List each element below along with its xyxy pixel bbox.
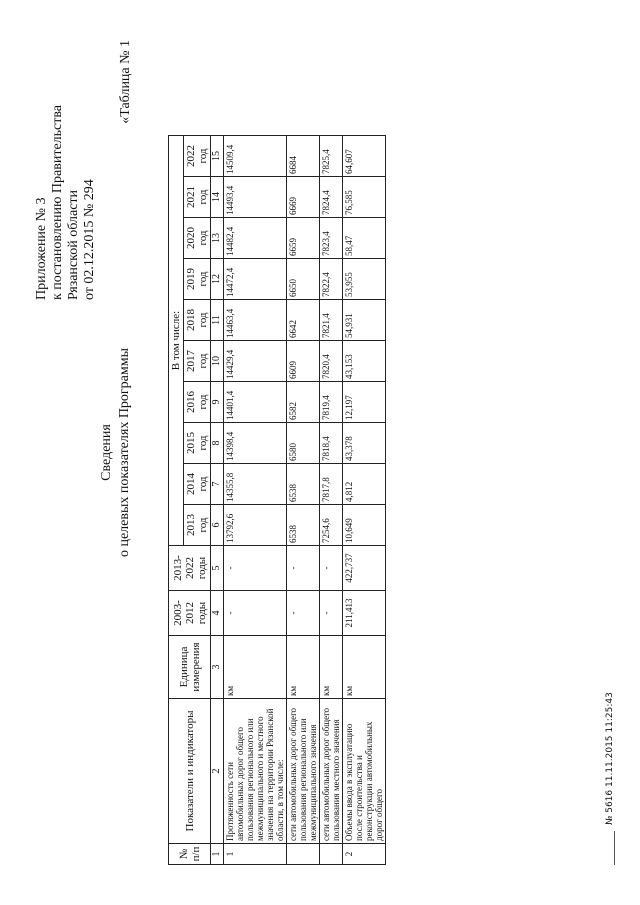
- index-cell: 15: [211, 136, 224, 177]
- row-p1: -: [287, 591, 320, 636]
- table-row: [343, 136, 386, 865]
- row-val: 6582: [287, 382, 320, 423]
- row-val: 14493,4: [224, 177, 287, 218]
- row-val: 43,378: [343, 423, 386, 464]
- row-val: 7821,4: [320, 300, 343, 341]
- row-val: 14509,4: [224, 136, 287, 177]
- index-cell: 14: [211, 177, 224, 218]
- col-num: № п/п: [169, 844, 211, 865]
- row-val: 54,931: [343, 300, 386, 341]
- row-name: Объемы ввода в эксплуатацию после строительства и реконструкции автомобильных дорог общего: [343, 699, 386, 844]
- index-cell: 1: [211, 844, 224, 865]
- header-line-1: Приложение № 3: [34, 197, 49, 300]
- row-val: 7820,4: [320, 341, 343, 382]
- col-year: 2015 год: [184, 423, 211, 464]
- row-p1: -: [224, 591, 287, 636]
- index-cell: 10: [211, 341, 224, 382]
- row-val: 58,47: [343, 218, 386, 259]
- col-year: 2021 год: [184, 177, 211, 218]
- row-val: 43,153: [343, 341, 386, 382]
- col-year: 2018 год: [184, 300, 211, 341]
- row-val: 7254,6: [320, 505, 343, 546]
- row-p2: -: [320, 546, 343, 591]
- row-p1: 211,413: [343, 591, 386, 636]
- row-val: 14398,4: [224, 423, 287, 464]
- row-unit: км: [343, 636, 386, 699]
- row-val: 7823,4: [320, 218, 343, 259]
- row-val: 14429,4: [224, 341, 287, 382]
- row-val: 14355,8: [224, 464, 287, 505]
- row-val: 14482,4: [224, 218, 287, 259]
- row-num: 1: [224, 844, 287, 865]
- index-cell: 7: [211, 464, 224, 505]
- header-line-4: от 02.12.2015 № 294: [82, 179, 97, 300]
- table-number: «Таблица № 1: [118, 40, 133, 124]
- row-p1: -: [320, 591, 343, 636]
- row-val: 7819,4: [320, 382, 343, 423]
- header-line-3: Рязанской области: [66, 189, 81, 300]
- row-num: 2: [343, 844, 386, 865]
- row-val: 6642: [287, 300, 320, 341]
- col-year: 2022 год: [184, 136, 211, 177]
- col-year: 2016 год: [184, 382, 211, 423]
- row-val: 76,585: [343, 177, 386, 218]
- index-cell: 13: [211, 218, 224, 259]
- col-period-2: 2013-2022 годы: [169, 546, 211, 591]
- col-year: 2013 год: [184, 505, 211, 546]
- registration-stamp: [600, 692, 615, 865]
- row-val: 6580: [287, 423, 320, 464]
- row-p2: -: [224, 546, 287, 591]
- row-val: 13792,6: [224, 505, 287, 546]
- col-unit: Единица измерения: [169, 636, 211, 699]
- index-row: [211, 136, 224, 865]
- row-unit: км: [320, 636, 343, 699]
- row-val: 6669: [287, 177, 320, 218]
- row-val: 6538: [287, 505, 320, 546]
- row-num: [287, 844, 320, 865]
- title-line-2: о целевых показателях Программы: [117, 347, 132, 558]
- row-val: 6659: [287, 218, 320, 259]
- index-cell: 6: [211, 505, 224, 546]
- index-cell: 12: [211, 259, 224, 300]
- index-cell: 5: [211, 546, 224, 591]
- col-name: Показатели и индикаторы: [169, 699, 211, 844]
- col-year: 2014 год: [184, 464, 211, 505]
- index-cell: 8: [211, 423, 224, 464]
- row-val: 14472,4: [224, 259, 287, 300]
- row-val: 10,649: [343, 505, 386, 546]
- indicators-table: [168, 135, 386, 865]
- document-title: [98, 0, 134, 905]
- row-val: 6684: [287, 136, 320, 177]
- index-cell: 2: [211, 699, 224, 844]
- row-name: Протяженность сети автомобильных дорог общего пользования регионального или межмуниципального и местного значения на территории Рязанской области, в том числе:: [224, 699, 287, 844]
- row-val: 7818,4: [320, 423, 343, 464]
- row-name: сети автомобильных дорог общего пользования местного значения: [320, 699, 343, 844]
- table-row: [287, 136, 320, 865]
- row-val: 4,812: [343, 464, 386, 505]
- col-including: В том числе:: [169, 136, 184, 546]
- row-num: [320, 844, 343, 865]
- row-val: 12,197: [343, 382, 386, 423]
- row-val: 14463,4: [224, 300, 287, 341]
- row-val: 6538: [287, 464, 320, 505]
- row-val: 7825,4: [320, 136, 343, 177]
- row-unit: км: [224, 636, 287, 699]
- row-val: 53,955: [343, 259, 386, 300]
- table-row: [320, 136, 343, 865]
- col-year: 2020 год: [184, 218, 211, 259]
- col-period-1: 2003-2012 годы: [169, 591, 211, 636]
- row-unit: км: [287, 636, 320, 699]
- index-cell: 4: [211, 591, 224, 636]
- row-p2: 422,737: [343, 546, 386, 591]
- header-row-1: [169, 136, 184, 865]
- row-val: 7822,4: [320, 259, 343, 300]
- row-name: сети автомобильных дорог общего пользования регионального или межмуниципального значения: [287, 699, 320, 844]
- index-cell: 3: [211, 636, 224, 699]
- stamp-logo-icon: [600, 831, 615, 865]
- row-val: 6609: [287, 341, 320, 382]
- row-val: 7824,4: [320, 177, 343, 218]
- title-line-1: Сведения: [99, 424, 114, 481]
- index-cell: 11: [211, 300, 224, 341]
- row-val: 14401,4: [224, 382, 287, 423]
- row-val: 64,607: [343, 136, 386, 177]
- row-val: 6650: [287, 259, 320, 300]
- index-cell: 9: [211, 382, 224, 423]
- col-year: 2017 год: [184, 341, 211, 382]
- col-year: 2019 год: [184, 259, 211, 300]
- row-val: 7817,8: [320, 464, 343, 505]
- row-p2: -: [287, 546, 320, 591]
- stamp-text: № 5616 11.11.2015 11:25:43: [605, 692, 615, 825]
- appendix-header: [34, 40, 98, 300]
- header-line-2: к постановлению Правительства: [50, 104, 65, 300]
- table-row: [224, 136, 287, 865]
